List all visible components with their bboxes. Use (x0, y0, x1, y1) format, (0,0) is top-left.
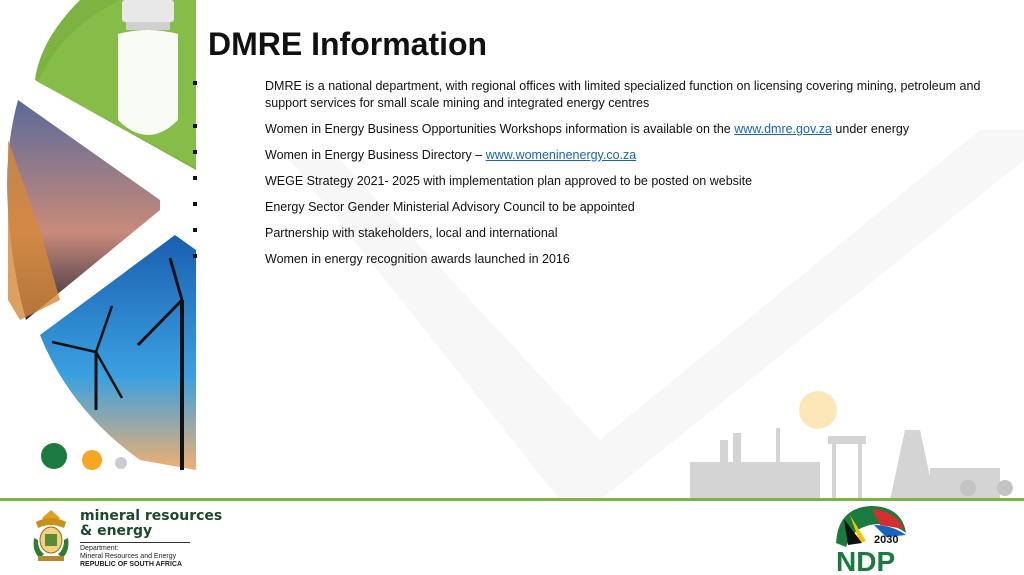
org-name-line2: & energy (80, 523, 153, 539)
dept-name: Mineral Resources and Energy (80, 553, 177, 560)
ndp-year: 2030 (874, 534, 899, 546)
slide-title: DMRE Information (208, 26, 488, 62)
country-name: REPUBLIC OF SOUTH AFRICA (80, 561, 183, 568)
bulb-icon (118, 0, 178, 135)
list-item (190, 121, 990, 138)
orange-dot (82, 450, 102, 470)
footer-divider (0, 498, 1024, 501)
bullet-list (190, 78, 990, 277)
logo-rule (80, 542, 190, 543)
list-item (190, 147, 990, 164)
bullet-square-icon (193, 81, 197, 85)
bullet-text: Partnership with stakeholders, local and international (265, 226, 558, 240)
dept-label: Department: (80, 545, 119, 552)
dmre-website-link[interactable]: www.dmre.gov.za (734, 122, 832, 136)
bullet-square-icon (193, 202, 197, 206)
bullet-square-icon (193, 228, 197, 232)
bullet-text: Women in Energy Business Directory – (265, 148, 486, 162)
green-dot (41, 443, 67, 469)
list-item (190, 225, 990, 242)
women-in-energy-link[interactable]: www.womeninenergy.co.za (485, 148, 637, 162)
bullet-square-icon (193, 254, 197, 258)
department-logo-text (80, 509, 222, 569)
bullet-text: WEGE Strategy 2021- 2025 with implementation plan approved to be posted on website (265, 174, 753, 188)
list-item (190, 78, 990, 112)
bullet-square-icon (193, 176, 197, 180)
bullet-text: Energy Sector Gender Ministerial Advisory Council to be appointed (265, 200, 635, 214)
mining-skyline-graphic (690, 391, 1013, 500)
ndp-text: NDP (836, 546, 896, 575)
coat-of-arms-icon (30, 508, 72, 564)
grey-dot (115, 457, 127, 469)
bullet-text: Women in Energy Business Opportunities Workshops information is available on the (265, 122, 735, 136)
bullet-text: DMRE is a national department, with regional offices with limited specialized function on licensing covering mining, petroleum and support services for small scale mining and integrated energy centres (265, 79, 981, 110)
list-item (190, 199, 990, 216)
ndp-logo-icon (830, 503, 910, 575)
list-item (190, 251, 990, 268)
bullet-square-icon (193, 124, 197, 128)
bullet-square-icon (193, 150, 197, 154)
org-name-line1: mineral resources (80, 508, 223, 524)
list-item (190, 173, 990, 190)
bullet-text: Women in energy recognition awards launched in 2016 (265, 252, 570, 266)
bullet-text: under energy (831, 122, 910, 136)
